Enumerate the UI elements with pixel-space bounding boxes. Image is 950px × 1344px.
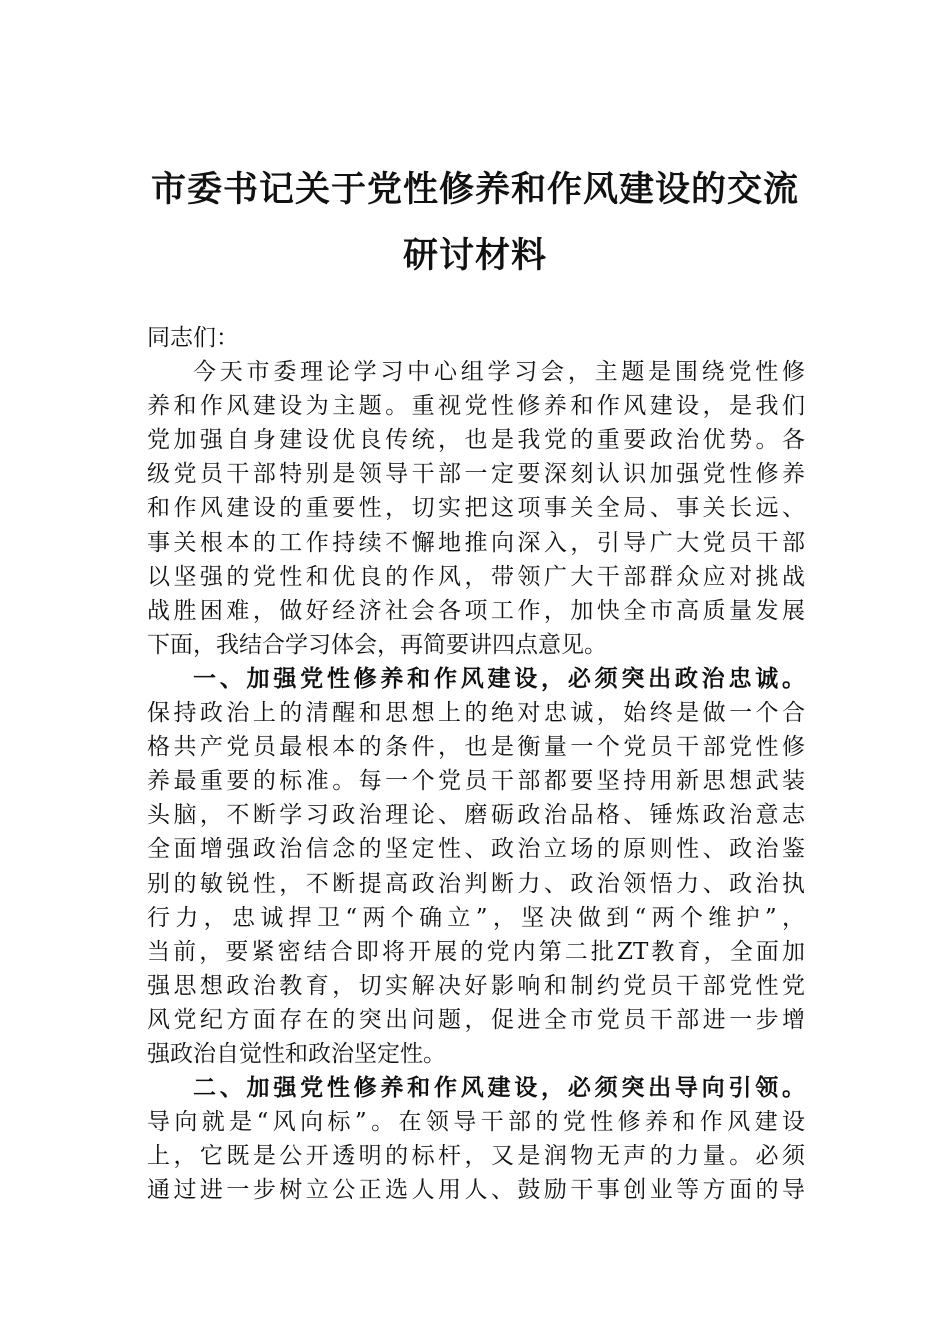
intro-line: 下面，我结合学习体会，再简要讲四点意见。 [147,631,607,658]
section1-line: 保持政治上的清醒和思想上的绝对忠诚，始终是做一个合 [147,700,805,727]
section2-line: 上，它既是公开透明的标杆，又是润物无声的力量。必须 [147,1143,805,1170]
section1-heading-line [147,662,805,696]
section2-line: 通过进一步树立公正选人用人、鼓励干事创业等方面的导 [147,1177,805,1204]
section1-heading: 一、加强党性修养和作风建设，必须突出政治忠诚。 [193,664,805,692]
section1-line: 风党纪方面存在的突出问题，促进全市党员干部进一步增 [147,1006,805,1033]
section1-line: 头脑，不断学习政治理论、磨砺政治品格、锤炼政治意志 [147,802,805,829]
intro-line: 级党员干部特别是领导干部一定要深刻认识加强党性修养 [147,461,805,488]
section1-line: 别的敏锐性，不断提高政治判断力、政治领悟力、政治执 [147,870,805,897]
section2-heading-line [147,1071,805,1105]
intro-line: 战胜困难，做好经济社会各项工作，加快全市高质量发展 [147,597,805,624]
section1-line: 强政治自觉性和政治坚定性。 [147,1040,446,1067]
section1-line: 格共产党员最根本的条件，也是衡量一个党员干部党性修 [147,734,805,761]
document-title-line2: 研讨材料 [402,235,547,276]
section1-line: 当前，要紧密结合即将开展的党内第二批ZT教育，全面加 [147,938,805,965]
document-body [147,321,805,1207]
section1-line: 行力，忠诚捍卫“两个确立”，坚决做到“两个维护”， [147,904,805,931]
document-title-line1: 市委书记关于党性修养和作风建设的交流 [150,169,799,210]
intro-line: 事关根本的工作持续不懈地推向深入，引导广大党员干部 [147,529,805,556]
intro-line: 养和作风建设为主题。重视党性修养和作风建设，是我们 [147,393,805,420]
section2-heading: 二、加强党性修养和作风建设，必须突出导向引领。 [193,1074,805,1102]
intro-line: 以坚强的党性和优良的作风，带领广大干部群众应对挑战 [147,563,805,590]
section2-line: 导向就是“风向标”。在领导干部的党性修养和作风建设 [147,1109,805,1136]
section1-line: 养最重要的标准。每一个党员干部都要坚持用新思想武装 [147,768,805,795]
intro-line: 今天市委理论学习中心组学习会，主题是围绕党性修 [193,359,805,386]
section1-line: 全面增强政治信念的坚定性、政治立场的原则性、政治鉴 [147,836,805,863]
section1-line: 强思想政治教育，切实解决好影响和制约党员干部党性党 [147,972,805,999]
intro-line: 和作风建设的重要性，切实把这项事关全局、事关长远、 [147,495,805,522]
intro-line: 党加强自身建设优良传统，也是我党的重要政治优势。各 [147,427,805,454]
salutation: 同志们： [147,325,239,351]
